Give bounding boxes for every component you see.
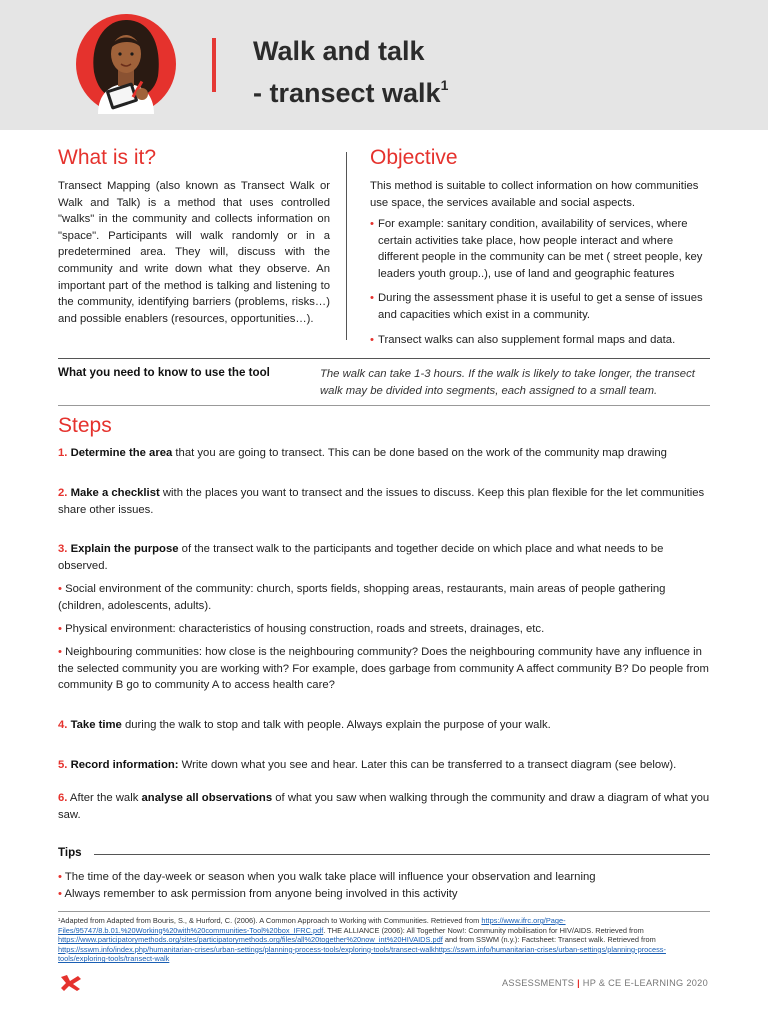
- list-item: [370, 290, 710, 323]
- list-item: [58, 644, 712, 694]
- bullet-dot-icon: •: [58, 583, 62, 595]
- step-text: Write down what you see and hear. Later this can be transferred to a transect diagram (see below).: [178, 759, 677, 771]
- tip-text: Always remember to ask permission from anyone being involved in this activity: [64, 887, 458, 900]
- step-number: 3.: [58, 543, 68, 555]
- step-number: 5.: [58, 759, 68, 771]
- footnote-text: ¹Adapted from Adapted from Bouris, S., & Hurford, C. (2006). A Common Approach to Working with Communities. Retrieved from: [58, 916, 482, 925]
- step-6: [58, 790, 712, 823]
- tips-label: Tips: [58, 846, 82, 859]
- step-number: 4.: [58, 719, 68, 731]
- step-text: After the walk: [67, 792, 142, 804]
- footer-course: HP & CE E-LEARNING 2020: [582, 978, 708, 988]
- step-number: 1.: [58, 447, 68, 459]
- objective-bullet-text: During the assessment phase it is useful to get a sense of issues and capacities which exist in a community.: [378, 292, 703, 321]
- footnote-text: and from SSWM (n.y.): Factsheet: Transect walk. Retrieved from: [442, 935, 656, 945]
- divider: [58, 358, 710, 359]
- title-line-1: Walk and talk: [253, 36, 425, 66]
- divider: [58, 911, 710, 912]
- footer-section: ASSESSMENTS: [501, 978, 575, 988]
- step-4: [58, 717, 712, 734]
- bullet-dot-icon: •: [370, 333, 374, 346]
- person-with-notebook-icon: [76, 14, 176, 114]
- objective-bullet-text: Transect walks can also supplement formal maps and data.: [378, 333, 676, 346]
- step-bullet-text: Social environment of the community: church, sports fields, shopping areas, restaurants, main areas of people gathering (children, adolescents, adults).: [58, 583, 666, 612]
- header-banner: [0, 0, 768, 130]
- title-line-2-text: - transect walk: [253, 78, 441, 108]
- step-keyword: Determine the area: [70, 447, 173, 459]
- step-text: of the transect walk to the participants and together decide on which place and what needs to be observed.: [58, 543, 664, 572]
- step-5: [58, 757, 712, 774]
- step-keyword: Explain the purpose: [70, 543, 179, 555]
- objective-bullet-text: For example: sanitary condition, availability of services, where certain activities take place, how people interact and where different people in the community can be met ( street people, key leaders youth group..), use of land and geographic features: [378, 218, 703, 280]
- step-bullet-text: Physical environment: characteristics of housing construction, roads and streets, drainages, etc.: [65, 623, 545, 635]
- page-title: [253, 34, 448, 110]
- know-text: The walk can take 1-3 hours. If the walk is likely to take longer, the transect walk may be divided into segments, each assigned to a small team.: [320, 368, 695, 397]
- step-bullet-text: Neighbouring communities: how close is the neighbouring community? Does the neighbouring community have any influence in the selected community you are working with? For example, does garbage from community A affect community B? Do people from community B go to community A to access health care?: [58, 646, 709, 692]
- objective-intro: This method is suitable to collect information on how communities use space, the services available and social aspects.: [370, 180, 699, 209]
- bullet-dot-icon: •: [58, 887, 62, 900]
- bullet-dot-icon: •: [58, 646, 62, 658]
- footnote: [58, 916, 712, 964]
- divider: [58, 405, 710, 406]
- footnote-link-participatory[interactable]: https://www.participatorymethods.org/sites/participatorymethods.org/files/all%20together%20now_int%20HIVAIDS.pdf: [58, 935, 443, 945]
- know-label: What you need to know to use the tool: [58, 366, 270, 379]
- list-item: [58, 621, 712, 638]
- step-text: of what you saw when walking through the community and draw a diagram of what you saw.: [58, 792, 710, 821]
- footnote-text: . THE ALLIANCE (2006): All Together Now!: Community mobilisation for HIV/AIDS. Retrieved from: [323, 925, 644, 935]
- step-text: during the walk to stop and talk with people. Always explain the purpose of your walk.: [121, 719, 551, 731]
- bullet-dot-icon: •: [58, 623, 62, 635]
- what-description: Transect Mapping (also known as Transect Walk or Walk and Talk) is a method that uses controlled "walks" in the community and collects information on "space". Participants will walk randomly or in a predetermined area. They will, discuss with the community and write down what they observe. An important part of the method is talking and listening to the community, identifying barriers (problems, risks…) and possible enablers (resources, opportunities…).: [58, 180, 330, 325]
- list-item: [58, 886, 712, 903]
- objective-heading: Objective: [370, 146, 458, 169]
- title-line-2: [253, 68, 448, 110]
- step-2: [58, 485, 712, 518]
- divider: [94, 854, 710, 855]
- step-1: [58, 445, 712, 462]
- step-text: with the places you want to transect and the issues to discuss. Keep this plan flexible for the let communities share other issues.: [58, 487, 705, 516]
- bullet-dot-icon: •: [370, 292, 374, 305]
- step-keyword: Take time: [70, 719, 122, 731]
- step-3: [58, 541, 712, 574]
- bullet-dot-icon: •: [58, 871, 62, 883]
- footer-separator: |: [577, 978, 580, 988]
- footnote-link-ifrc[interactable]: https://www.ifrc.org/Page-Files/95747/8.b.01.%20Working%20with%20communities-Tool%20box_IFRC.pdf: [58, 916, 566, 935]
- steps-heading: Steps: [58, 414, 112, 437]
- msf-logo-icon: [58, 974, 84, 992]
- list-item: [58, 581, 712, 614]
- column-divider: [346, 152, 347, 340]
- tips-list: [58, 869, 712, 902]
- step-keyword: analyse all observations: [141, 792, 273, 804]
- step-keyword: Make a checklist: [70, 487, 160, 499]
- footnote-link-sswm[interactable]: https://sswm.info/index.php/humanitarian-crises/urban-settings/planning-process-tools/exploring-tools/transect-walkhttps://sswm.info/humanitarian-crises/urban-settings/planning-process-tools/exploring-tools/transect-walk: [58, 944, 666, 964]
- step-text: that you are going to transect. This can be done based on the work of the community map drawing: [172, 447, 667, 459]
- list-item: [370, 332, 710, 349]
- tip-text: The time of the day-week or season when you walk take place will influence your observation and learning: [64, 871, 596, 883]
- step-number: 6.: [58, 792, 68, 804]
- title-footnote-marker: 1: [440, 77, 449, 93]
- bullet-dot-icon: •: [370, 218, 374, 230]
- objective-bullet-list: [370, 216, 710, 356]
- step-number: 2.: [58, 487, 68, 499]
- title-accent-bar: [212, 38, 216, 92]
- footer: [502, 978, 708, 988]
- list-item: [370, 216, 710, 282]
- step-keyword: Record information:: [70, 759, 179, 771]
- list-item: [58, 869, 712, 886]
- what-heading: What is it?: [58, 146, 157, 169]
